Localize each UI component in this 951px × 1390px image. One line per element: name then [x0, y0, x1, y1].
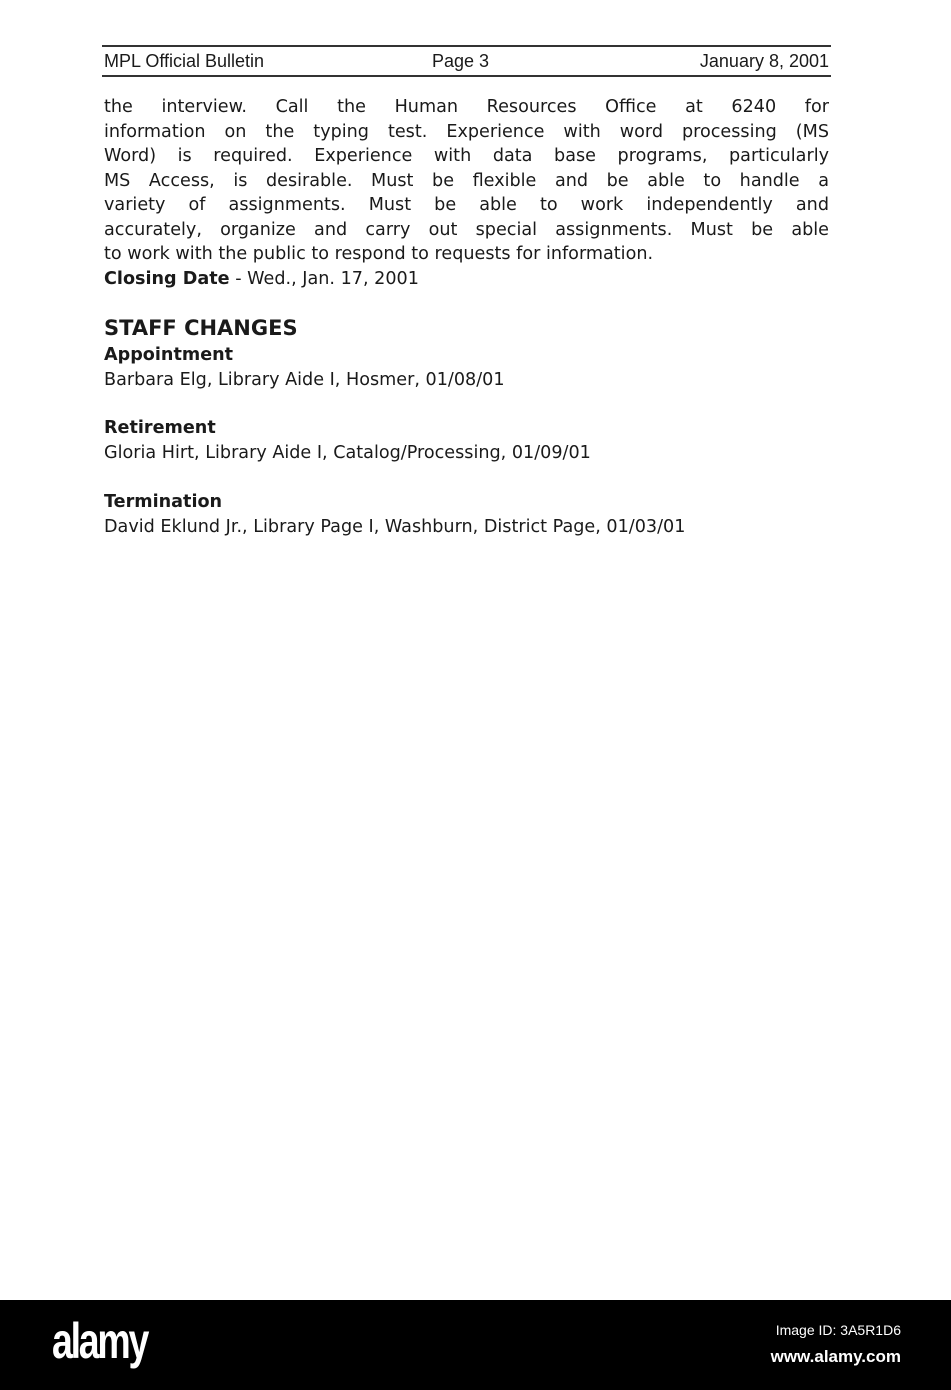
appointment-section — [104, 343, 505, 392]
closing-date-value: - Wed., Jan. 17, 2001 — [229, 268, 419, 289]
alamy-logo: alamy — [52, 1313, 148, 1369]
section-heading: Appointment — [104, 345, 234, 365]
paragraph-line: variety of assignments. Must be able to work independently and — [104, 195, 829, 215]
section-entry: Barbara Elg, Library Aide I, Hosmer, 01/08/01 — [104, 369, 505, 390]
bulletin-title: MPL Official Bulletin — [104, 51, 265, 71]
closing-date-label: Closing Date — [104, 268, 230, 289]
section-entry: Gloria Hirt, Library Aide I, Catalog/Processing, 01/09/01 — [104, 442, 591, 463]
job-description-paragraph — [104, 95, 829, 291]
paragraph-line: MS Access, is desirable. Must be flexible and be able to handle a — [104, 170, 829, 191]
closing-date — [104, 267, 829, 292]
paragraph-line: accurately, organize and carry out special assignments. Must be able — [104, 219, 829, 240]
bulletin-date: January 8, 2001 — [699, 51, 829, 71]
section-entry: David Eklund Jr., Library Page I, Washburn, District Page, 01/03/01 — [104, 516, 686, 537]
paragraph-line: to work with the public to respond to requests for information. — [104, 244, 654, 264]
image-id: Image ID: 3A5R1D6 — [775, 1322, 901, 1338]
staff-changes-heading: STAFF CHANGES — [104, 316, 298, 340]
website: www.alamy.com — [770, 1347, 901, 1366]
section-heading: Termination — [104, 492, 223, 512]
paragraph-line: the interview. Call the Human Resources Office at 6240 for — [104, 97, 829, 117]
section-heading: Retirement — [104, 418, 216, 438]
page-header — [102, 45, 831, 77]
paragraph-line: information on the typing test. Experience with word processing (MS — [104, 121, 829, 142]
paragraph-line: Word) is required. Experience with data base programs, particularly — [104, 146, 829, 166]
page-number: Page 3 — [432, 51, 490, 71]
termination-section — [104, 490, 685, 539]
watermark-bar — [0, 1300, 951, 1390]
retirement-section — [104, 416, 591, 465]
